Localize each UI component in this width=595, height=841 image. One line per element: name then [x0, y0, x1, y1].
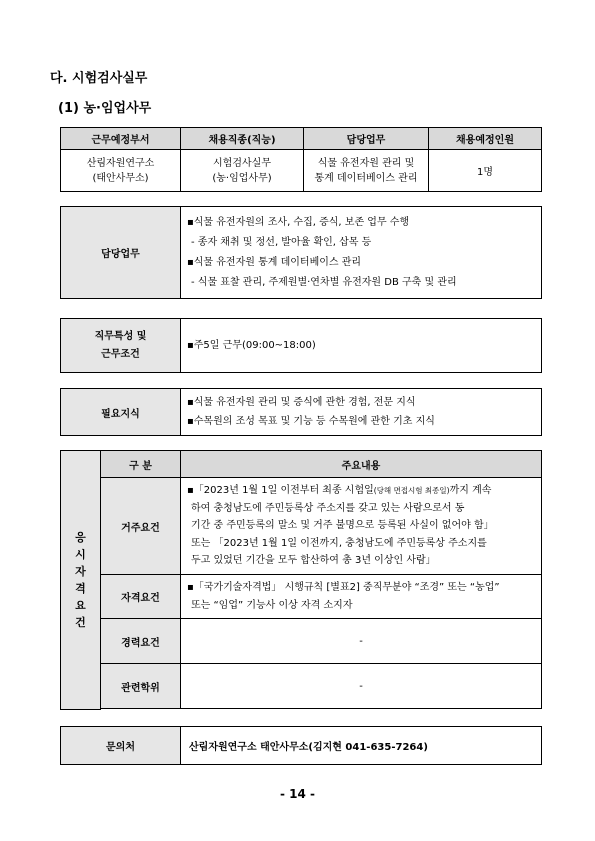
- header-duties: 담당업무: [304, 128, 429, 150]
- duty-line: ▪식물 유전자원의 조사, 수집, 증식, 보존 업무 수행: [187, 216, 410, 228]
- work-table: [60, 318, 542, 373]
- header-job-type: 채용직종(직능): [181, 128, 304, 150]
- cell-department: 산림자원연구소 (태안사무소): [61, 150, 181, 192]
- major-value: -: [181, 664, 542, 709]
- work-content: ▪주5일 근무(09:00~18:00): [181, 319, 542, 373]
- knowledge-line: ▪식물 유전자원 관리 및 증식에 관한 경험, 전문 지식: [187, 397, 416, 408]
- experience-label: 경력요건: [101, 619, 181, 664]
- license-label: 자격요건: [101, 575, 181, 619]
- contact-value: 산림자원연구소 태안사무소(김지현 041-635-7264): [181, 727, 542, 765]
- knowledge-label: 필요지식: [61, 389, 181, 436]
- subsection-title: (1) 농·임업사무: [58, 101, 152, 116]
- section-title: 다. 시험검사실무: [50, 71, 148, 86]
- license-content: ▪「국가기술자격법」 시행규칙 [별표2] 중직무분야 “조경” 또는 “농업” 또는 “임업” 기능사 이상 자격 소지자: [181, 575, 542, 619]
- cell-duties: 식물 유전자원 관리 및 통계 데이터베이스 관리: [304, 150, 429, 192]
- duty-content: [181, 207, 542, 299]
- header-headcount: 채용예정인원: [429, 128, 542, 150]
- knowledge-content: [181, 389, 542, 436]
- contact-label: 문의처: [61, 727, 181, 765]
- duty-label: 담당업무: [61, 207, 181, 299]
- summary-table: [60, 127, 542, 192]
- duty-line: ▪식물 유전자원 통계 데이터베이스 관리: [187, 256, 362, 268]
- residence-label: 거주요건: [101, 478, 181, 575]
- work-label: 직무특성 및 근무조건: [61, 319, 181, 373]
- cell-headcount: 1명: [429, 150, 542, 192]
- knowledge-table: [60, 388, 542, 436]
- major-label: 관련학위: [101, 664, 181, 709]
- duty-table: [60, 206, 542, 299]
- experience-value: -: [181, 619, 542, 664]
- duty-line: - 종자 채취 및 정선, 발아율 확인, 삽목 등: [191, 236, 372, 248]
- residence-content: ▪「2023년 1월 1일 이전부터 최종 시험일(당해 면접시험 최종일)까지 계속 하여 충청남도에 주민등록상 주소지를 갖고 있는 사람으로서 동 기간 중 주민등록의 말소 및 거주 불명으로 등록된 사실이 없어야 함」 또는 「2023년 1월 1일 이전까지, 충청남도에 주민등록상 주소지를 두고 있었던 기간을 모두 합산하여 총 3년 이상인 사람」: [181, 478, 542, 575]
- duty-line: - 식물 표찰 관리, 주제원별·연차별 유전자원 DB 구축 및 관리: [191, 276, 457, 288]
- contact-table: [60, 726, 542, 765]
- header-department: 근무예정부서: [61, 128, 181, 150]
- qualification-header-content: 주요내용: [181, 451, 542, 478]
- cell-job-type: 시험검사실무 (농·임업사무): [181, 150, 304, 192]
- knowledge-line: ▪수목원의 조성 목표 및 기능 등 수목원에 관한 기초 지식: [187, 416, 435, 427]
- qualification-table: [60, 450, 542, 710]
- qualification-side-label: 응 시 자 격 요 건: [61, 451, 101, 710]
- page-number: - 14 -: [279, 787, 315, 801]
- qualification-header-category: 구 분: [101, 451, 181, 478]
